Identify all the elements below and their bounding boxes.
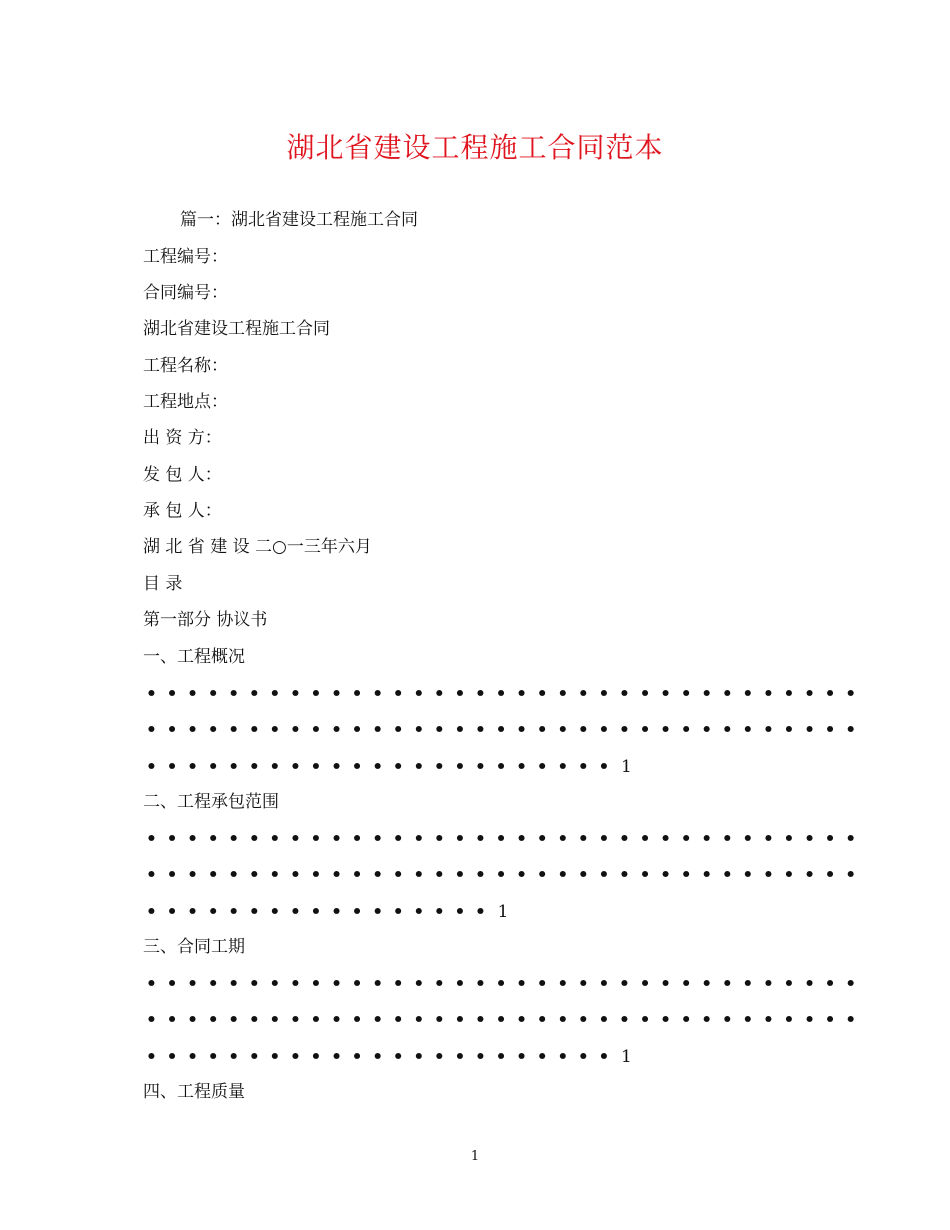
toc-leader-line: •••••••••••••••••••••••••••••••••••: [146, 684, 866, 704]
toc-leader-line: •••••••••••••••••••••••••••••••••••: [146, 1010, 866, 1030]
toc-entry-heading: 三、合同工期: [143, 937, 245, 957]
part-one-heading: 第一部分 协议书: [143, 610, 268, 630]
document-title: 湖北省建设工程施工合同范本: [286, 131, 664, 164]
toc-page-number: 1: [621, 1047, 632, 1067]
page-number: 1: [470, 1149, 480, 1164]
toc-entry-heading: 四、工程质量: [143, 1082, 245, 1102]
toc-leader-dots: •••••••••••••••••: [146, 902, 496, 922]
toc-leader-line: •••••••••••••••••••••••••••••••••••: [146, 720, 866, 740]
field-project-name: 工程名称：: [143, 356, 228, 376]
issuer-date: 湖 北 省 建 设 二○一三年六月: [143, 537, 372, 557]
field-employer: 发 包 人：: [143, 465, 222, 485]
toc-leader-line: •••••••••••••••••••••••••••••••••••: [146, 865, 866, 885]
toc-entry-heading: 二、工程承包范围: [143, 792, 279, 812]
toc-leader-line: •••••••••••••••••••••••••••••••••••: [146, 974, 866, 994]
toc-page-number: 1: [497, 902, 509, 922]
field-project-number: 工程编号：: [143, 247, 228, 267]
toc-leader-dots: •••••••••••••••••••••••: [146, 757, 620, 777]
field-contractor: 承 包 人：: [143, 501, 222, 521]
contract-name: 湖北省建设工程施工合同: [143, 319, 330, 339]
subtitle: 篇一：湖北省建设工程施工合同: [180, 210, 418, 230]
toc-heading: 目 录: [143, 574, 183, 594]
toc-leader-line-last: [146, 900, 508, 924]
toc-leader-line-last: [146, 1045, 632, 1069]
field-project-location: 工程地点：: [143, 392, 228, 412]
field-investor: 出 资 方：: [143, 428, 222, 448]
toc-leader-line-last: [146, 755, 632, 779]
toc-entry-heading: 一、工程概况: [143, 647, 245, 667]
field-contract-number: 合同编号：: [143, 283, 228, 303]
toc-leader-dots: •••••••••••••••••••••••: [146, 1047, 620, 1067]
toc-leader-line: •••••••••••••••••••••••••••••••••••: [146, 829, 866, 849]
toc-page-number: 1: [621, 757, 632, 777]
